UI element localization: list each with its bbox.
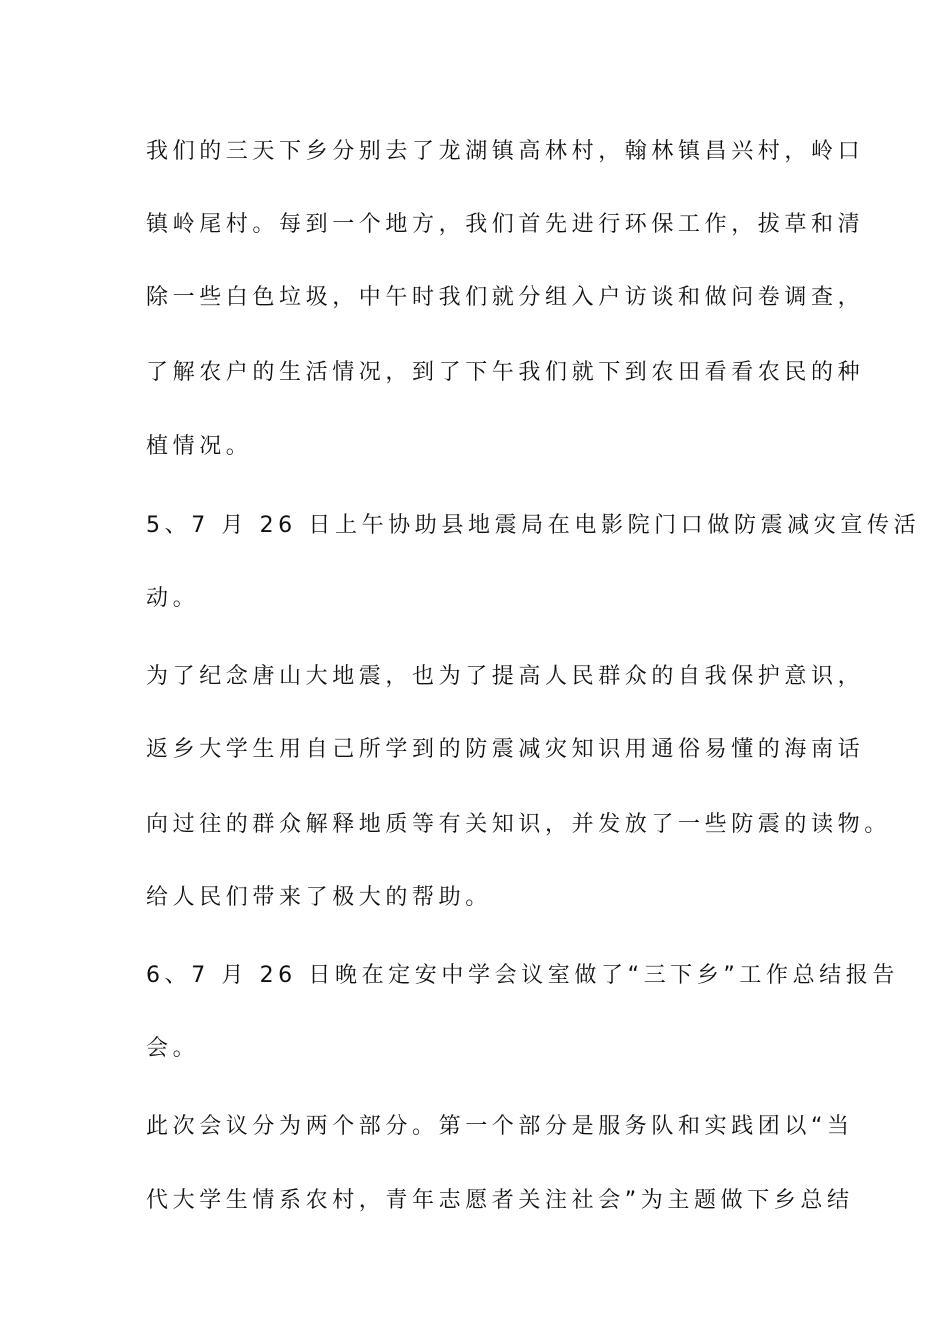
text-line: 返乡大学生用自己所学到的防震减灾知识用通俗易懂的海南话 — [146, 737, 865, 762]
text-line: 为了纪念唐山大地震，也为了提高人民群众的自我保护意识， — [146, 664, 865, 689]
text-line: 5、7 月 26 日上午协助县地震局在电影院门口做防震减灾宣传活 — [146, 513, 921, 538]
text-line: 向过往的群众解释地质等有关知识，并发放了一些防震的读物。 — [146, 812, 891, 837]
text-line: 动。 — [146, 586, 200, 611]
text-line: 镇岭尾村。每到一个地方，我们首先进行环保工作，拔草和清 — [146, 212, 865, 237]
text-line: 植情况。 — [146, 434, 253, 459]
text-line: 6、7 月 26 日晚在定安中学会议室做了“三下乡”工作总结报告 — [146, 963, 899, 988]
text-line: 此次会议分为两个部分。第一个部分是服务队和实践团以“当 — [146, 1114, 854, 1139]
text-line: 给人民们带来了极大的帮助。 — [146, 885, 492, 910]
text-line: 了解农户的生活情况，到了下午我们就下到农田看看农民的种 — [146, 360, 865, 385]
text-line: 代大学生情系农村，青年志愿者关注社会”为主题做下乡总结 — [146, 1188, 854, 1213]
text-line: 会。 — [146, 1036, 200, 1061]
text-line: 我们的三天下乡分别去了龙湖镇高林村，翰林镇昌兴村，岭口 — [146, 139, 865, 164]
text-line: 除一些白色垃圾，中午时我们就分组入户访谈和做问卷调查， — [146, 285, 865, 310]
